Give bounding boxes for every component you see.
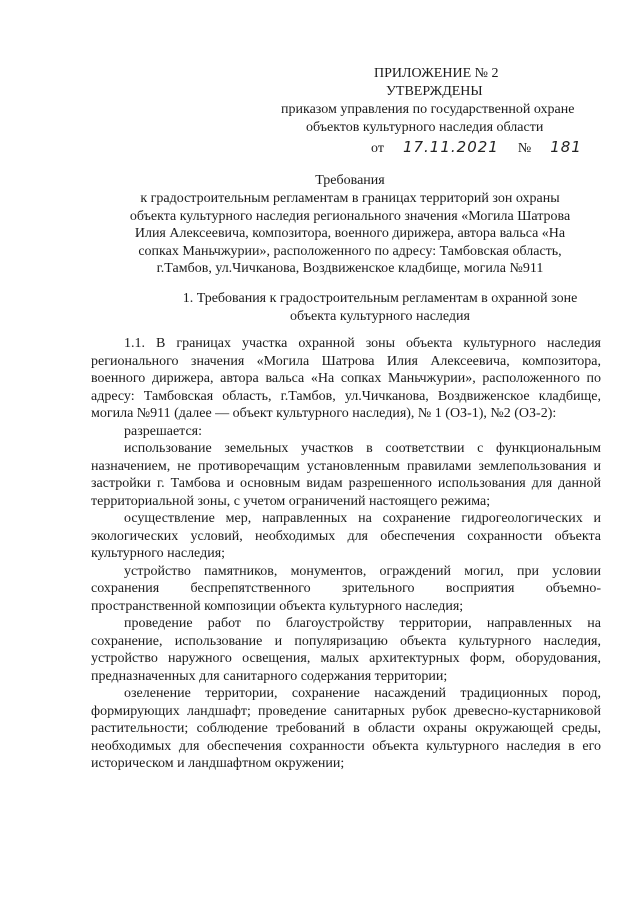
body-paragraph: проведение работ по благоустройству территории, направленных на сохранение, использование и популяризацию объекта культурного наследия, устройство наружного освещения, малых архитектурных форм, оборудования, предназначенных для санитарного содержания территории; (91, 616, 601, 684)
subtitle-line: сопках Маньчжурии», расположенного по адресу: Тамбовская область, (138, 243, 562, 259)
order-line-1: приказом управления по государственной охране (281, 102, 575, 117)
document-title: Требования (315, 173, 385, 188)
section-heading-line: объекта культурного наследия (290, 308, 470, 324)
order-line-2: объектов культурного наследия области (306, 120, 544, 135)
subtitle-line: объекта культурного наследия регионального значения «Могила Шатрова (129, 208, 571, 224)
appendix-label: ПРИЛОЖЕНИЕ № 2 (374, 66, 499, 81)
document-body (91, 335, 601, 773)
handwritten-number: 181 (550, 138, 582, 156)
approved-label: УТВЕРЖДЕНЫ (386, 84, 483, 99)
from-label: от (371, 141, 384, 156)
body-paragraph: озеленение территории, сохранение насаждений традиционных пород, формирующих ландшафт; проведение санитарных рубок древесно-кустарниковой растительности; соблюдение требований в области охраны окружающей среды, необходимых для обеспечения сохранности объекта культурного наследия в его историческом и ландшафтном окружении; (91, 686, 601, 771)
body-paragraph: 1.1. В границах участка охранной зоны объекта культурного наследия регионального значения «Могила Шатрова Илия Алексеевича, композитора, военного дирижера, автора вальса «На сопках Маньчжурии», расположенного по адресу: Тамбовская область, г.Тамбов, ул.Чичканова, Воздвиженское кладбище, могила №911 (далее — объект культурного наследия), № 1 (ОЗ-1), №2 (ОЗ-2): (91, 336, 601, 421)
body-paragraph: использование земельных участков в соответствии с функциональным назначением, не противоречащим установленным правилами землепользования и застройки г. Тамбова и основным видам разрешенного использования для данной территориальной зоны, с учетом ограничений настоящего режима; (91, 441, 601, 509)
section-heading (150, 290, 610, 325)
document-subtitle (60, 190, 640, 278)
order-date-line (371, 139, 582, 157)
section-heading-line: 1. Требования к градостроительным регламентам в охранной зоне (182, 291, 578, 306)
subtitle-line: Илия Алексеевича, композитора, военного дирижера, автора вальса «На (134, 226, 566, 241)
subtitle-line: к градостроительным регламентам в границах территорий зон охраны (140, 191, 560, 206)
body-paragraph: осуществление мер, направленных на сохранение гидрогеологических и экологических условий, необходимых для обеспечения сохранности объекта культурного наследия; (91, 511, 601, 561)
body-paragraph: разрешается: (124, 423, 202, 439)
subtitle-line: г.Тамбов, ул.Чичканова, Воздвиженское кладбище, могила №911 (156, 261, 544, 276)
body-paragraph: устройство памятников, монументов, ограждений могил, при условии сохранения беспрепятственного зрительного восприятия объемно- пространственной композиции объекта культурного наследия; (91, 563, 601, 614)
handwritten-date: 17.11.2021 (402, 138, 499, 156)
number-sign: № (517, 141, 532, 156)
